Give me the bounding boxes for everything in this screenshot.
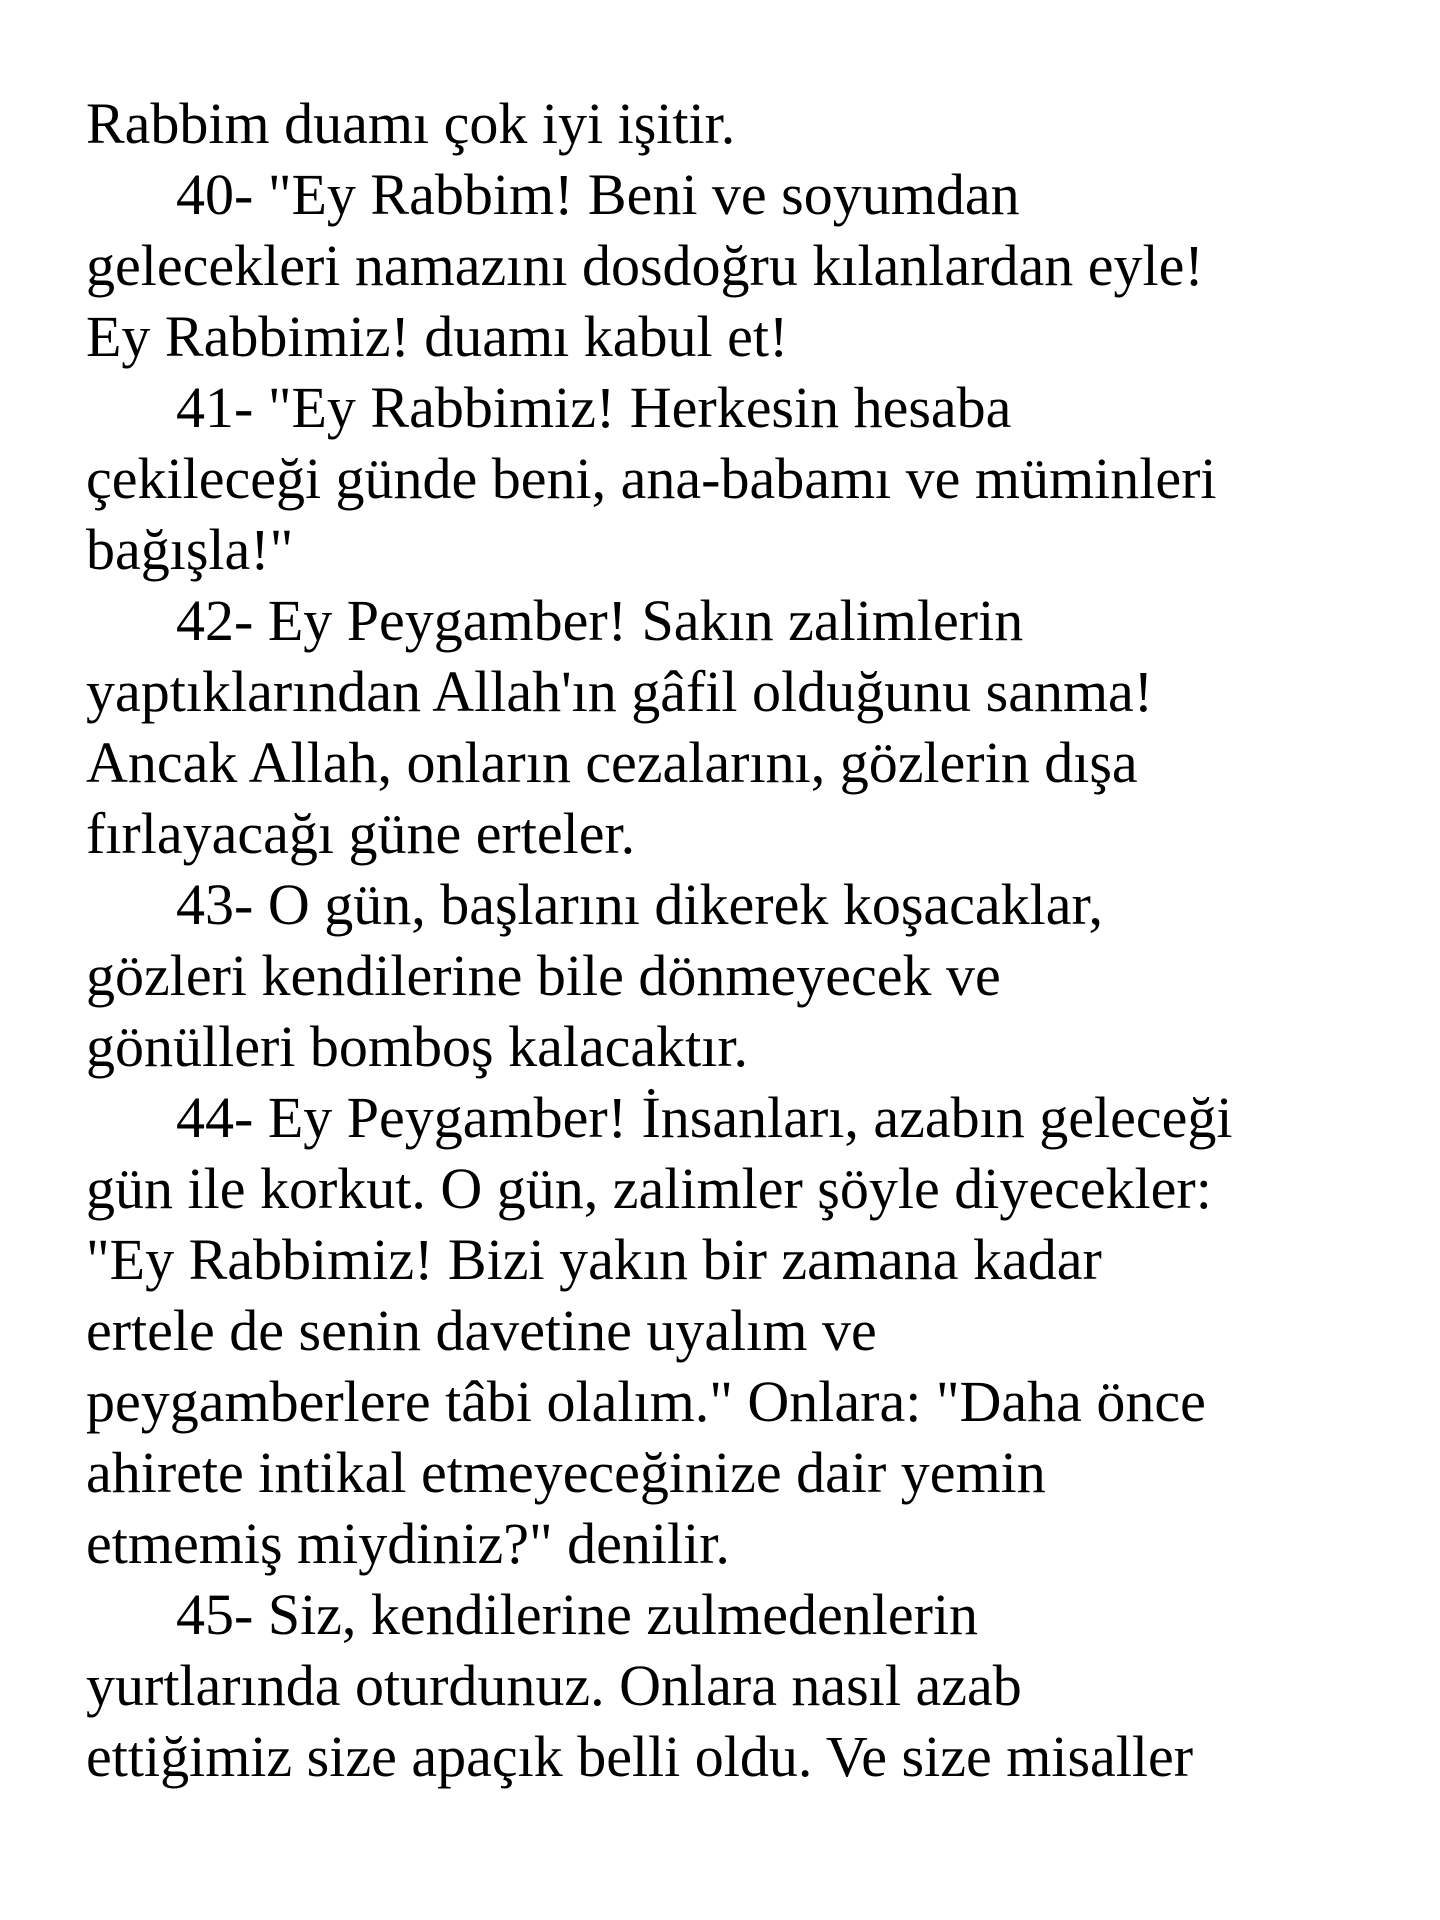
verse-41-line: 41- "Ey Rabbimiz! Herkesin hesaba bbox=[176, 375, 1012, 440]
text-line: Ancak Allah, onların cezalarını, gözlerin dışa bbox=[86, 730, 1138, 795]
text-line: peygamberlere tâbi olalım." Onlara: "Daha önce bbox=[86, 1369, 1206, 1434]
text-line: etmemiş miydiniz?" denilir. bbox=[86, 1511, 730, 1576]
text-line: bağışla!" bbox=[86, 517, 294, 582]
verse-45-line: 45- Siz, kendilerine zulmedenlerin bbox=[176, 1582, 979, 1647]
text-line: yaptıklarından Allah'ın gâfil olduğunu sanma! bbox=[86, 659, 1154, 724]
text-line: ahirete intikal etmeyeceğinize dair yemin bbox=[86, 1440, 1046, 1505]
text-line: gün ile korkut. O gün, zalimler şöyle diyecekler: bbox=[86, 1156, 1212, 1221]
text-line: çekileceği günde beni, ana-babamı ve müminleri bbox=[86, 446, 1217, 511]
text-line: ertele de senin davetine uyalım ve bbox=[86, 1298, 877, 1363]
text-line: yurtlarında oturdunuz. Onlara nasıl azab bbox=[86, 1653, 1022, 1718]
text-line: ettiğimiz size apaçık belli oldu. Ve size misaller bbox=[86, 1724, 1194, 1789]
text-line: gelecekleri namazını dosdoğru kılanlardan eyle! bbox=[86, 233, 1204, 298]
verse-43-line: 43- O gün, başlarını dikerek koşacaklar, bbox=[176, 872, 1103, 937]
text-line: gönülleri bomboş kalacaktır. bbox=[86, 1014, 749, 1079]
text-line: Ey Rabbimiz! duamı kabul et! bbox=[86, 304, 789, 369]
text-line: "Ey Rabbimiz! Bizi yakın bir zamana kadar bbox=[86, 1227, 1102, 1292]
verse-40-line: 40- "Ey Rabbim! Beni ve soyumdan bbox=[176, 162, 1020, 227]
verse-42-line: 42- Ey Peygamber! Sakın zalimlerin bbox=[176, 588, 1024, 653]
text-line: fırlayacağı güne erteler. bbox=[86, 801, 636, 866]
text-line: Rabbim duamı çok iyi işitir. bbox=[86, 91, 736, 156]
verse-44-line: 44- Ey Peygamber! İnsanları, azabın geleceği bbox=[176, 1085, 1233, 1150]
text-line: gözleri kendilerine bile dönmeyecek ve bbox=[86, 943, 1001, 1008]
verse-text-block bbox=[86, 88, 1406, 1792]
